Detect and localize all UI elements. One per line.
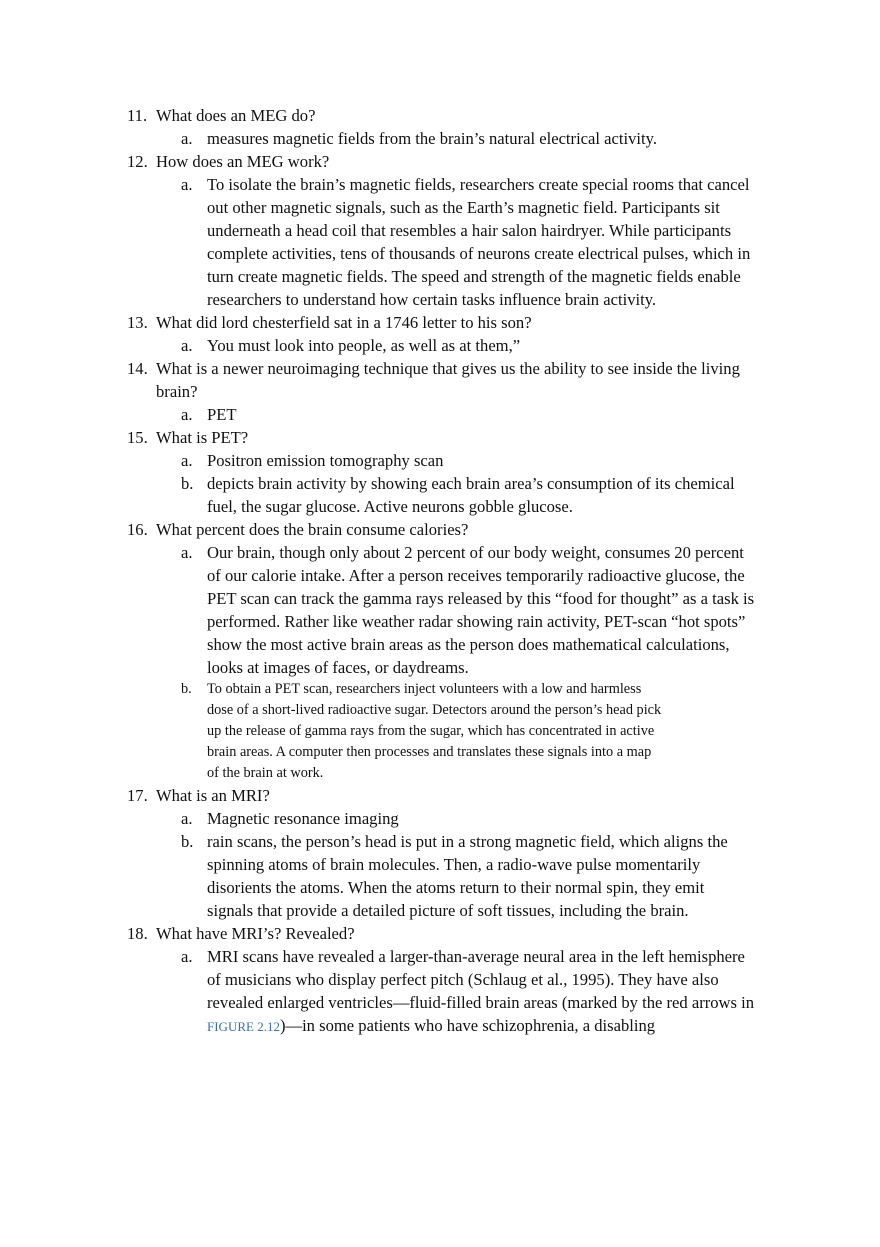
answer-letter: a. bbox=[181, 809, 193, 828]
question-number: 16. bbox=[127, 520, 148, 539]
answer-letter: a. bbox=[181, 451, 193, 470]
answer-item bbox=[127, 173, 787, 311]
answer-letter: a. bbox=[181, 336, 193, 355]
figure-link[interactable]: FIGURE 2.12 bbox=[207, 1019, 280, 1034]
answer-text: measures magnetic fields from the brain’s natural electrical activity. bbox=[207, 129, 657, 148]
answer-item bbox=[127, 334, 787, 357]
question-text: What does an MEG do? bbox=[156, 106, 316, 125]
answer-text: signals that provide a detailed picture of soft tissues, including the brain. bbox=[207, 901, 689, 920]
question-number: 13. bbox=[127, 313, 148, 332]
answer-text: rain scans, the person’s head is put in a strong magnetic field, which aligns the bbox=[207, 832, 728, 851]
answer-text-rest: )—in some patients who have schizophrenia, a disabling bbox=[279, 1016, 656, 1035]
question-item bbox=[127, 784, 787, 807]
question-text: What percent does the brain consume calories? bbox=[156, 520, 469, 539]
answer-text: PET scan can track the gamma rays released by this “food for thought” as a task is bbox=[207, 589, 755, 608]
answer-letter: b. bbox=[181, 681, 192, 697]
answer-text: of our calorie intake. After a person receives temporarily radioactive glucose, the bbox=[207, 566, 745, 585]
question-item bbox=[127, 922, 787, 945]
answer-text: spinning atoms of brain molecules. Then, a radio-wave pulse momentarily bbox=[207, 855, 701, 874]
answer-text: brain areas. A computer then processes and translates these signals into a map bbox=[207, 744, 652, 760]
answer-text: You must look into people, as well as at them,” bbox=[207, 336, 521, 355]
answer-text: of the brain at work. bbox=[207, 765, 324, 781]
question-item bbox=[127, 150, 787, 173]
answer-text: Positron emission tomography scan bbox=[207, 451, 444, 470]
answer-item bbox=[127, 472, 787, 518]
answer-item bbox=[127, 830, 787, 922]
question-text: What have MRI’s? Revealed? bbox=[156, 924, 355, 943]
answer-text: looks at images of faces, or daydreams. bbox=[207, 658, 469, 677]
question-text: What is an MRI? bbox=[156, 786, 270, 805]
answer-item bbox=[127, 807, 787, 830]
answer-item bbox=[127, 449, 787, 472]
answer-text: Our brain, though only about 2 percent of our body weight, consumes 20 percent bbox=[207, 543, 744, 562]
answer-text bbox=[207, 1014, 787, 1038]
answer-text: To obtain a PET scan, researchers inject volunteers with a low and harmless bbox=[207, 681, 642, 697]
question-text: What is a newer neuroimaging technique that gives us the ability to see inside the living bbox=[156, 359, 740, 378]
question-item bbox=[127, 518, 787, 541]
answer-text: To isolate the brain’s magnetic fields, researchers create special rooms that cancel bbox=[207, 175, 750, 194]
answer-letter: a. bbox=[181, 543, 193, 562]
answer-text: performed. Rather like weather radar showing rain activity, PET-scan “hot spots” bbox=[207, 612, 746, 631]
answer-letter: a. bbox=[181, 947, 193, 966]
answer-letter: a. bbox=[181, 405, 193, 424]
answer-text: underneath a head coil that resembles a hair salon hairdryer. While participants bbox=[207, 221, 732, 240]
answer-text: MRI scans have revealed a larger-than-average neural area in the left hemisphere bbox=[207, 947, 745, 966]
question-item bbox=[127, 104, 787, 127]
question-text: brain? bbox=[156, 382, 198, 401]
answer-text: dose of a short-lived radioactive sugar. Detectors around the person’s head pick bbox=[207, 702, 662, 718]
answer-text: complete activities, tens of thousands of neurons create electrical pulses, which in bbox=[207, 244, 751, 263]
question-text: What is PET? bbox=[156, 428, 249, 447]
answer-text: fuel, the sugar glucose. Active neurons gobble glucose. bbox=[207, 497, 573, 516]
answer-text: Magnetic resonance imaging bbox=[207, 809, 399, 828]
question-item bbox=[127, 426, 787, 449]
answer-text: depicts brain activity by showing each brain area’s consumption of its chemical bbox=[207, 474, 735, 493]
answer-item bbox=[127, 127, 787, 150]
question-text: How does an MEG work? bbox=[156, 152, 330, 171]
answer-text: show the most active brain areas as the person does mathematical calculations, bbox=[207, 635, 730, 654]
answer-text: disorients the atoms. When the atoms return to their normal spin, they emit bbox=[207, 878, 705, 897]
answer-letter: b. bbox=[181, 474, 194, 493]
answer-item bbox=[127, 541, 787, 679]
answer-text: PET bbox=[207, 405, 237, 424]
answer-letter: a. bbox=[181, 129, 193, 148]
question-number: 14. bbox=[127, 359, 148, 378]
answer-item bbox=[127, 679, 787, 784]
answer-letter: b. bbox=[181, 832, 194, 851]
answer-text: turn create magnetic fields. The speed and strength of the magnetic fields enable bbox=[207, 267, 741, 286]
question-number: 17. bbox=[127, 786, 148, 805]
question-number: 11. bbox=[127, 106, 148, 125]
answer-text: researchers to understand how certain tasks influence brain activity. bbox=[207, 290, 657, 309]
question-item bbox=[127, 357, 787, 403]
question-number: 18. bbox=[127, 924, 148, 943]
answer-item bbox=[127, 403, 787, 426]
answer-letter: a. bbox=[181, 175, 193, 194]
question-item bbox=[127, 311, 787, 334]
answer-text: out other magnetic signals, such as the Earth’s magnetic field. Participants sit bbox=[207, 198, 720, 217]
question-text: What did lord chesterfield sat in a 1746 letter to his son? bbox=[156, 313, 532, 332]
answer-text: up the release of gamma rays from the sugar, which has concentrated in active bbox=[207, 723, 655, 739]
answer-text: revealed enlarged ventricles—fluid-filled brain areas (marked by the red arrows in bbox=[207, 993, 755, 1012]
question-list bbox=[127, 104, 787, 1038]
answer-item bbox=[127, 945, 787, 1038]
question-number: 15. bbox=[127, 428, 148, 447]
question-number: 12. bbox=[127, 152, 148, 171]
answer-text: of musicians who display perfect pitch (Schlaug et al., 1995). They have also bbox=[207, 970, 719, 989]
